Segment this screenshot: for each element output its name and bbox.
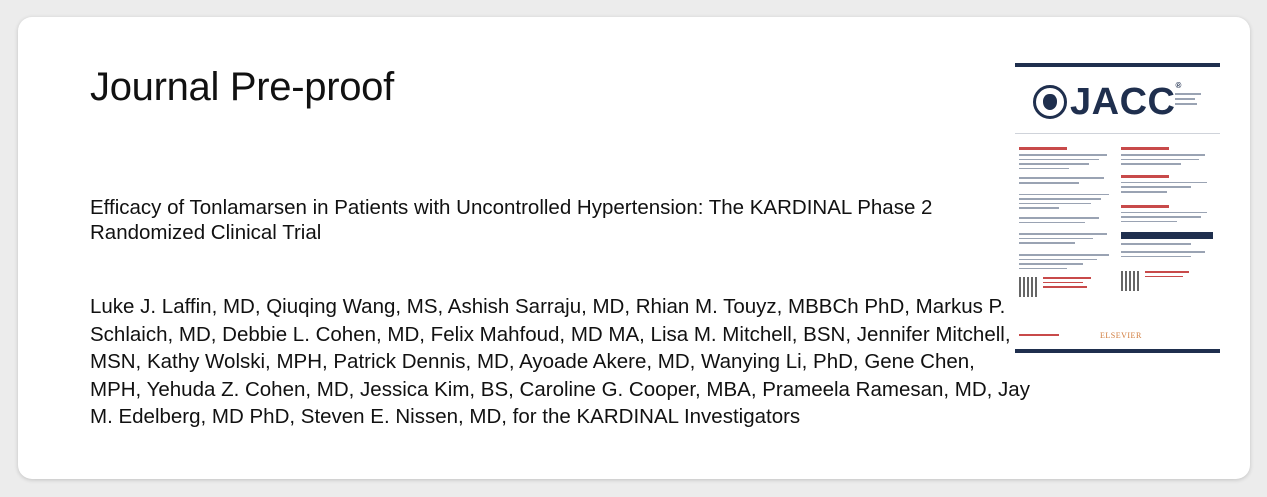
- cover-issue-info: [1175, 93, 1201, 108]
- publisher-logo: ELSEVIER: [1100, 331, 1142, 340]
- journal-pre-proof-label: Journal Pre-proof: [90, 65, 394, 109]
- qr-code-icon: [1019, 277, 1039, 297]
- paper-title: Efficacy of Tonlamarsen in Patients with Uncontrolled Hypertension: The KARDINAL Phase 2 Randomized Clinical Trial: [90, 196, 933, 244]
- pre-proof-card: [18, 17, 1250, 479]
- qr-code-icon: [1121, 271, 1141, 291]
- jacc-seal-icon: [1033, 85, 1067, 119]
- cover-logo-text: JACC: [1070, 81, 1176, 123]
- cover-divider: [1015, 133, 1220, 134]
- cover-logo: JACC®: [1070, 81, 1182, 123]
- cover-contents-right: [1121, 143, 1213, 291]
- cover-contents-left: [1019, 143, 1111, 297]
- journal-cover-thumbnail[interactable]: [1015, 63, 1220, 353]
- cover-bottom-bar: [1015, 349, 1220, 353]
- author-list: Luke J. Laffin, MD, Qiuqing Wang, MS, Ashish Sarraju, MD, Rhian M. Touyz, MBBCh PhD, Markus P. Schlaich, MD, Debbie L. Cohen, MD, Felix Mahfoud, MD MA, Lisa M. Mitchell, BSN, Jennifer Mitchell, MSN, Kathy Wolski, MPH, Patrick Dennis, MD, Ayoade Akere, MD, Wanying Li, PhD, Gene Chen, MPH, Yehuda Z. Cohen, MD, Jessica Kim, BS, Caroline G. Cooper, MBA, Prameela Ramesan, MD, Jay M. Edelberg, MD PhD, Steven E. Nissen, MD, for the KARDINAL Investigators: [90, 295, 1030, 428]
- cover-top-bar: [1015, 63, 1220, 67]
